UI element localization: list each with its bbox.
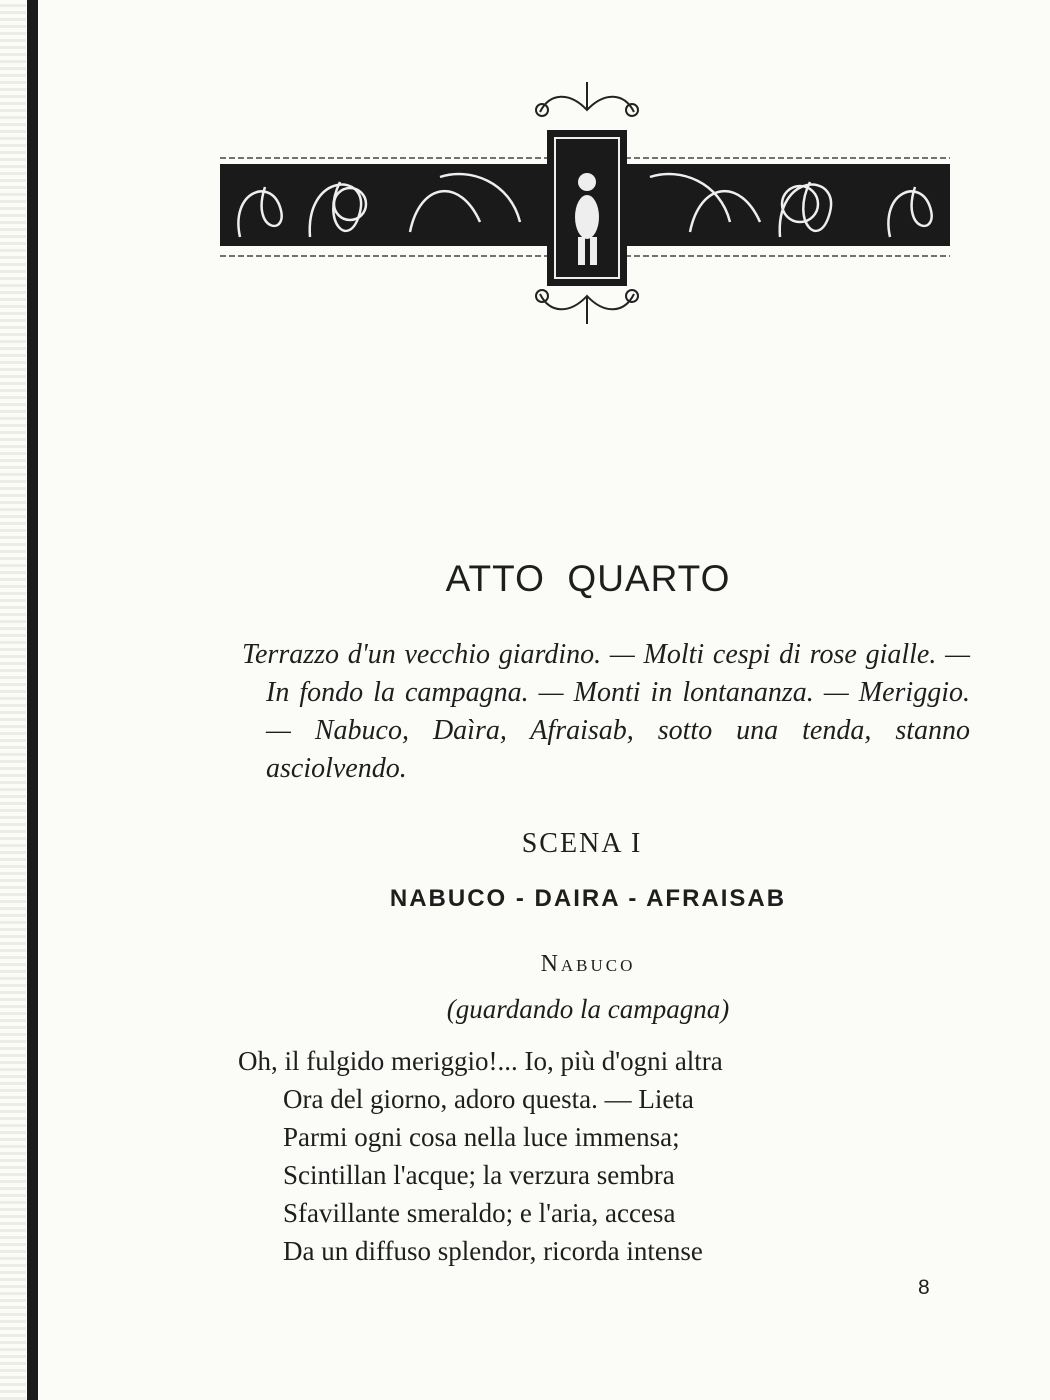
act-title-word: QUARTO — [567, 558, 731, 599]
stage-direction — [242, 636, 970, 788]
paper-texture — [0, 0, 26, 1400]
verse-line: Oh, il fulgido meriggio!... Io, più d'ogni altra — [238, 1046, 723, 1076]
speaker-direction — [0, 994, 1050, 1025]
verse-line: Da un diffuso splendor, ricorda intense — [283, 1236, 703, 1266]
verse-line: Ora del giorno, adoro questa. — Lieta — [283, 1084, 694, 1114]
page-number: 8 — [918, 1276, 930, 1299]
verse-line: Sfavillante smeraldo; e l'aria, accesa — [283, 1198, 676, 1228]
verse-line: Parmi ogni cosa nella luce immensa; — [283, 1122, 680, 1152]
verse-block — [238, 1042, 938, 1270]
character-list: NABUCO - DAIRA - AFRAISAB — [389, 885, 787, 912]
act-title-word: ATTO — [445, 558, 545, 599]
decorative-headpiece — [210, 72, 960, 334]
verse-line: Scintillan l'acque; la verzura sembra — [283, 1160, 675, 1190]
book-spine — [0, 0, 60, 1400]
act-title — [0, 558, 1050, 600]
speaker-direction-text: (guardando la campagna) — [446, 994, 730, 1024]
stage-direction-text: Terrazzo d'un vecchio giardino. — Molti cespi di rose gialle. — In fondo la campagna. — Monti in lontananza. — Meriggio. — Nabuco, Daìra, Afraisab, sotto una tenda, stanno asciolvendo. — [242, 639, 970, 784]
speaker-name: Nabuco — [540, 951, 636, 977]
scene-heading: SCENA I — [521, 828, 643, 859]
spine-edge — [27, 0, 38, 1400]
